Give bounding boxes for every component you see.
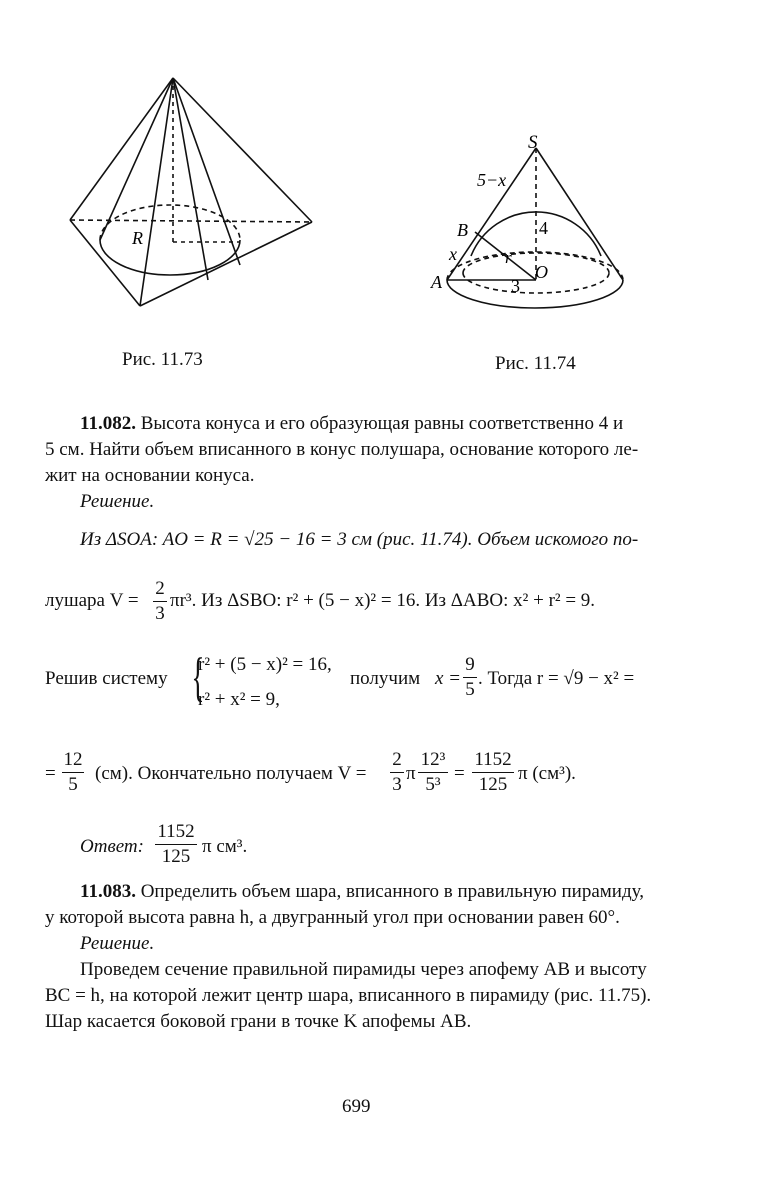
figure-11-73 [60, 70, 330, 320]
system-then: . Тогда r = √9 − x² = [478, 668, 635, 689]
final-tail: π (см³). [518, 763, 576, 784]
problem-082-solution-label: Решение. [80, 491, 155, 512]
label-x: x [449, 244, 457, 264]
problem-083-line2: у которой высота равна h, а двугранный угол при основании равен 60°. [45, 907, 620, 928]
label-r: r [505, 248, 512, 267]
fraction-12-5: $\frac{12}{5}$ [63, 749, 83, 795]
label-B: B [457, 220, 468, 240]
problem-083-number: 11.083. [80, 881, 136, 902]
final-pi: π [406, 763, 416, 784]
problem-082-number: 11.082. [80, 413, 136, 434]
problem-083-line1: 11.083. Определить объем шара, вписанного в правильную пирамиду, [80, 881, 644, 902]
fraction-1152-125: $\frac{1152}{125}$ [472, 748, 514, 797]
final-text: (см). Окончательно получаем V = [95, 763, 367, 784]
label-5-minus-x: 5−x [477, 170, 507, 190]
caption-fig-11-74: Рис. 11.74 [495, 353, 576, 374]
fraction-nine-fifths: $\frac{9}{5}$ [463, 653, 477, 702]
label-O: O [535, 262, 548, 282]
fraction-two-thirds: $\frac{2}{3}$ [153, 577, 167, 626]
label-4: 4 [539, 218, 548, 238]
system-lead: Решив систему [45, 668, 168, 689]
system-x: x = [435, 668, 462, 689]
fraction-2-3: $\frac{2}{3}$ [390, 748, 404, 797]
problem-082-solution-line1: Из ΔSOA: AO = R = √25 − 16 = 3 см (рис. 11.74). Объем искомого по- [80, 529, 639, 550]
answer-tail: π см³. [202, 836, 248, 857]
system-eq2: r² + x² = 9, [198, 689, 280, 710]
label-S: S [528, 132, 538, 153]
system-eq1: r² + (5 − x)² = 16, [198, 654, 332, 675]
problem-083-solution-line2: BC = h, на которой лежит центр шара, вписанного в пирамиду (рис. 11.75). [45, 985, 652, 1006]
problem-082-solution-line2b: πr³. Из ΔSBO: r² + (5 − x)² = 16. Из ΔABO: x² + r² = 9. [170, 590, 596, 611]
problem-083-solution-line1: Проведем сечение правильной пирамиды через апофему AB и высоту [80, 959, 647, 980]
system-brace: { [191, 647, 205, 707]
label-R: R [132, 228, 143, 248]
fraction-12cubed-5cubed: $\frac{\text{12³}}{\text{5³}}$ [418, 748, 448, 797]
problem-082-line2: 5 см. Найти объем вписанного в конус полушара, основание которого ле- [45, 439, 639, 460]
answer-fraction: $\frac{1152}{125}$ [155, 820, 197, 869]
system-got: получим [350, 668, 421, 689]
caption-fig-11-73: Рис. 11.73 [122, 349, 203, 370]
problem-083-solution-line3: Шар касается боковой грани в точке K апофемы AB. [45, 1011, 472, 1032]
label-3: 3 [511, 276, 520, 296]
final-eq-a: = [45, 763, 56, 784]
problem-082-line3: жит на основании конуса. [45, 465, 255, 486]
problem-082-line1: 11.082. Высота конуса и его образующая равны соответственно 4 и [80, 413, 624, 434]
label-A: A [431, 272, 442, 292]
figure-11-74 [425, 128, 635, 318]
final-eq-b: = [454, 763, 465, 784]
problem-082-solution-line2a: лушара V = [45, 590, 139, 611]
answer-label: Ответ: [80, 836, 144, 857]
page-number: 699 [342, 1096, 371, 1117]
problem-083-solution-label: Решение. [80, 933, 155, 954]
